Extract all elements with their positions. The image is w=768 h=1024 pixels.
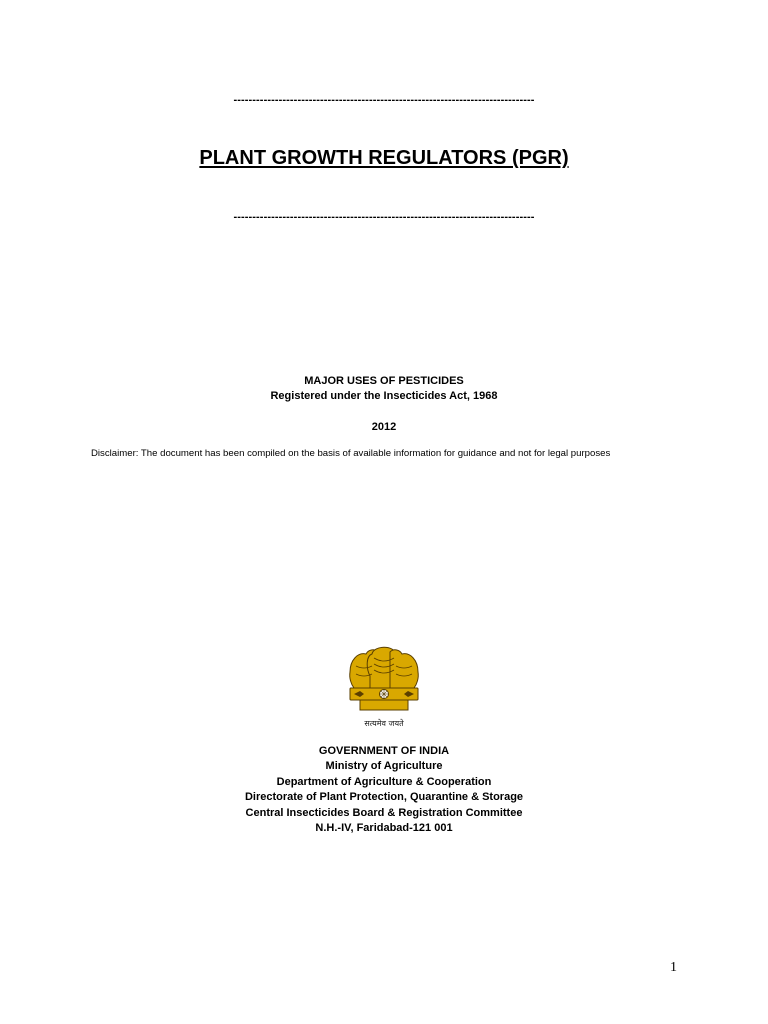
- bottom-dash-separator: --------------------------------------------------------------------------------: [233, 211, 535, 223]
- address-line-board: Central Insecticides Board & Registration Committee: [245, 806, 523, 819]
- page-number: 1: [670, 960, 677, 975]
- address-line-directorate: Directorate of Plant Protection, Quarantine & Storage: [244, 791, 524, 804]
- subtitle-year: 2012: [371, 421, 397, 433]
- emblem-motto: सत्यमेव जयते: [364, 719, 404, 728]
- subtitle-major-uses: MAJOR USES OF PESTICIDES: [304, 375, 464, 387]
- document-title: PLANT GROWTH REGULATORS (PGR): [199, 147, 569, 169]
- address-line-department: Department of Agriculture & Cooperation: [276, 775, 492, 788]
- address-line-location: N.H.-IV, Faridabad-121 001: [315, 822, 453, 835]
- address-line-government: GOVERNMENT OF INDIA: [318, 745, 450, 757]
- address-block: [0, 744, 768, 836]
- address-line-ministry: Ministry of Agriculture: [325, 760, 443, 773]
- disclaimer-text: Disclaimer: The document has been compiled on the basis of available information for guidance and not for legal purposes: [91, 448, 611, 459]
- top-dash-separator: --------------------------------------------------------------------------------: [233, 94, 535, 106]
- subtitle-registered-under: Registered under the Insecticides Act, 1968: [270, 390, 498, 402]
